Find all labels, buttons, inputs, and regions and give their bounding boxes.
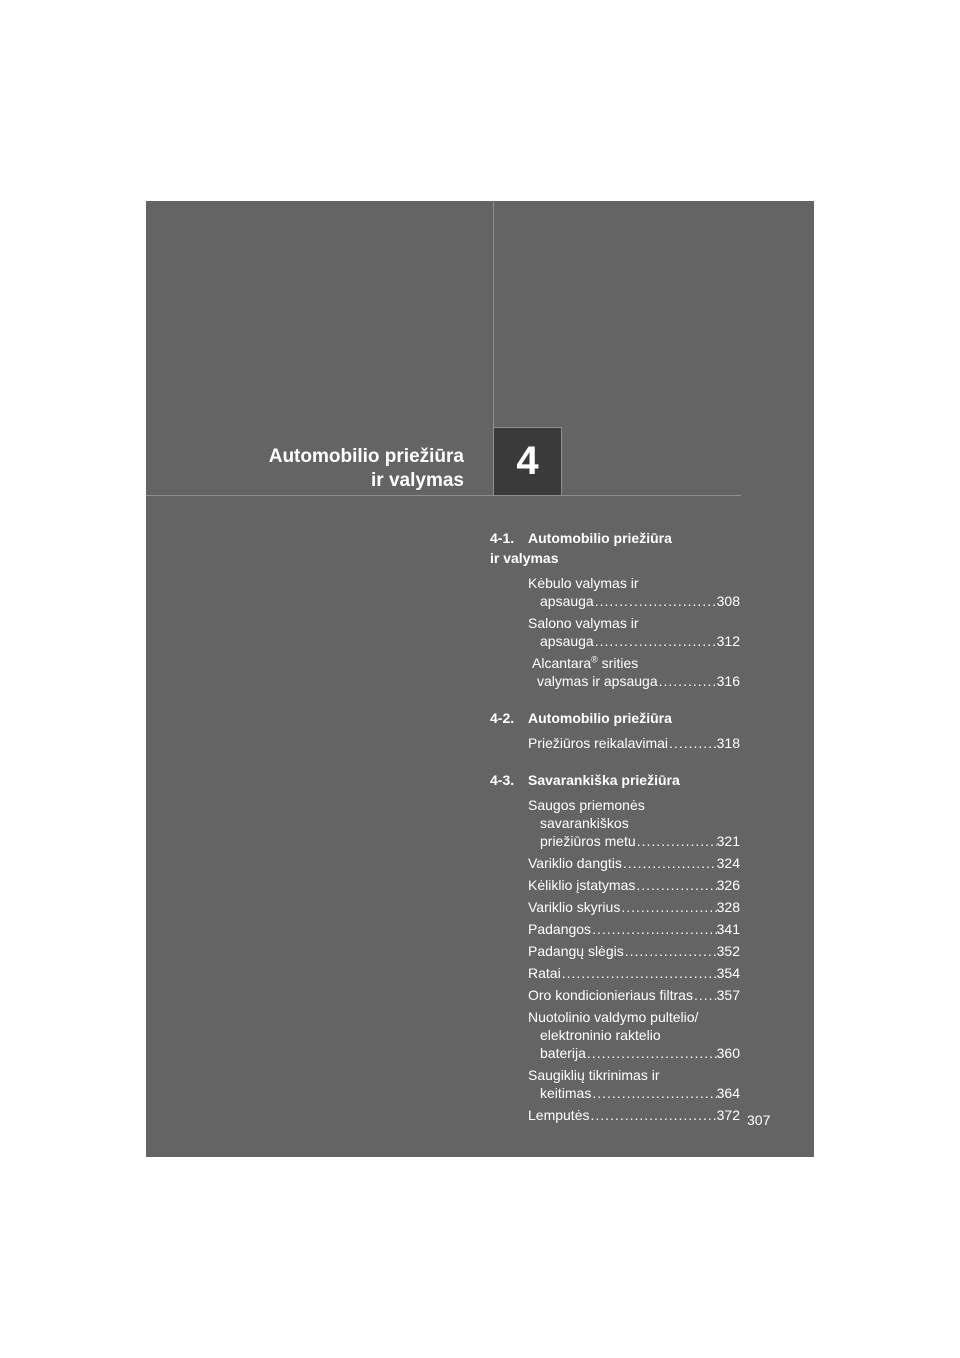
toc-entry-line <box>528 654 740 672</box>
toc-entry-text: Ratai <box>528 965 561 981</box>
dot-leader <box>594 592 717 610</box>
toc-entry-text: valymas ir apsauga <box>537 673 658 689</box>
toc-entry[interactable] <box>528 796 740 850</box>
toc-entry-text: Alcantara <box>532 655 592 671</box>
toc-entry-leader-line <box>528 592 740 610</box>
toc-entry-text: Saugos priemonės <box>528 797 645 813</box>
toc-section-title: Automobilio priežiūra <box>528 710 672 726</box>
toc-entry-leader-line <box>528 1044 740 1062</box>
dot-leader <box>668 734 717 752</box>
dot-leader <box>589 1106 716 1124</box>
toc-section-number: 4-2. <box>490 710 515 726</box>
dot-leader <box>591 1084 716 1102</box>
chapter-title-line2: ir valymas <box>371 470 464 491</box>
toc-section-title: Savarankiška priežiūra <box>528 772 680 788</box>
toc-section <box>490 770 740 1124</box>
chapter-title <box>144 445 464 493</box>
toc-entry[interactable] <box>528 574 740 610</box>
toc-entry-text: savarankiškos <box>540 815 629 831</box>
toc-entry[interactable] <box>528 614 740 650</box>
toc-entry-text: Saugiklių tikrinimas ir <box>528 1067 660 1083</box>
dot-leader <box>636 832 717 850</box>
toc-section-title-cont: ir valymas <box>490 550 559 566</box>
toc-entry-line <box>528 614 740 632</box>
toc-entry[interactable] <box>528 654 740 690</box>
toc-section <box>490 528 740 690</box>
toc-entry-leader-line <box>528 1084 740 1102</box>
toc-entry-text: Kėbulo valymas ir <box>528 575 639 591</box>
toc-entry-page: 364 <box>716 1085 740 1101</box>
dot-leader <box>586 1044 717 1062</box>
toc-section-number: 4-3. <box>490 772 515 788</box>
toc-entry-page: 318 <box>716 735 740 751</box>
toc-entry-line <box>528 814 740 832</box>
toc-entry-line <box>528 1008 740 1026</box>
toc-entry-page: 357 <box>716 987 740 1003</box>
toc-entry-text: Nuotolinio valdymo pultelio/ <box>528 1009 699 1025</box>
toc-entry-leader-line <box>528 920 740 938</box>
table-of-contents <box>490 528 740 1124</box>
toc-entry-text: baterija <box>540 1045 586 1061</box>
toc-section <box>490 708 740 752</box>
toc-entry-line <box>528 796 740 814</box>
toc-entry-line <box>528 574 740 592</box>
dot-leader <box>658 672 717 690</box>
toc-entry-page: 352 <box>716 943 740 959</box>
chapter-title-line1: Automobilio priežiūra <box>268 446 464 467</box>
dot-leader <box>624 942 717 960</box>
toc-entry[interactable] <box>528 1008 740 1062</box>
toc-entry-leader-line <box>528 672 740 690</box>
toc-entry-line <box>528 1026 740 1044</box>
horizontal-rule <box>146 495 741 496</box>
toc-entry-page: 308 <box>716 593 740 609</box>
toc-entry[interactable] <box>528 854 740 872</box>
toc-entry-text: keitimas <box>540 1085 592 1101</box>
toc-entry[interactable] <box>528 876 740 894</box>
toc-section-heading[interactable] <box>490 708 740 728</box>
dot-leader <box>620 898 716 916</box>
toc-entry-leader-line <box>528 632 740 650</box>
chapter-number-box <box>493 427 562 496</box>
toc-entry-leader-line <box>528 964 740 982</box>
toc-entry[interactable] <box>528 1066 740 1102</box>
dot-leader <box>561 964 717 982</box>
toc-section-number: 4-1. <box>490 530 515 546</box>
dot-leader <box>635 876 716 894</box>
dot-leader <box>693 986 717 1004</box>
toc-entry[interactable] <box>528 986 740 1004</box>
toc-entry-text: Padangos <box>528 921 592 937</box>
dot-leader <box>622 854 717 872</box>
toc-entry-line <box>528 1066 740 1084</box>
toc-entry[interactable] <box>528 1106 740 1124</box>
toc-entry-page: 326 <box>716 877 740 893</box>
registered-mark: ® <box>591 654 598 665</box>
toc-entry-leader-line <box>528 832 740 850</box>
toc-entry-text: Priežiūros reikalavimai <box>528 735 669 751</box>
toc-entry-text: apsauga <box>540 593 594 609</box>
toc-entry-text: Variklio dangtis <box>528 855 622 871</box>
toc-entry-page: 324 <box>716 855 740 871</box>
toc-entry-text: Padangų slėgis <box>528 943 624 959</box>
toc-entry-leader-line <box>528 1106 740 1124</box>
toc-entry-text: elektroninio raktelio <box>540 1027 661 1043</box>
toc-entry[interactable] <box>528 734 740 752</box>
dot-leader <box>594 632 717 650</box>
toc-section-title: Automobilio priežiūra <box>528 530 672 546</box>
toc-entry-leader-line <box>528 898 740 916</box>
chapter-number: 4 <box>516 439 539 483</box>
toc-entry-page: 328 <box>716 899 740 915</box>
toc-section-heading[interactable] <box>490 770 740 790</box>
toc-entry-leader-line <box>528 854 740 872</box>
toc-entry-text: srities <box>597 655 639 671</box>
toc-entry-leader-line <box>528 876 740 894</box>
toc-entry-text: Oro kondicionieriaus filtras <box>528 987 693 1003</box>
toc-entry-page: 354 <box>716 965 740 981</box>
toc-entry-page: 316 <box>716 673 740 689</box>
toc-entry-page: 312 <box>716 633 740 649</box>
page-number: 307 <box>747 1112 771 1128</box>
toc-entry[interactable] <box>528 942 740 960</box>
toc-entry-text: Lemputės <box>528 1107 590 1123</box>
toc-entry[interactable] <box>528 898 740 916</box>
toc-entry-text: priežiūros metu <box>540 833 636 849</box>
dot-leader <box>591 920 717 938</box>
toc-entry-page: 372 <box>716 1107 740 1123</box>
toc-entry-page: 360 <box>716 1045 740 1061</box>
toc-entry-text: Variklio skyrius <box>528 899 621 915</box>
toc-entry-leader-line <box>528 942 740 960</box>
toc-entry-page: 321 <box>716 833 740 849</box>
toc-entry-leader-line <box>528 734 740 752</box>
toc-entry-text: Salono valymas ir <box>528 615 639 631</box>
toc-entry[interactable] <box>528 964 740 982</box>
toc-entry-page: 341 <box>716 921 740 937</box>
toc-entry-leader-line <box>528 986 740 1004</box>
toc-entry-text: apsauga <box>540 633 594 649</box>
toc-entry-text: Kėliklio įstatymas <box>528 877 636 893</box>
toc-entry[interactable] <box>528 920 740 938</box>
toc-section-heading[interactable] <box>490 528 740 548</box>
